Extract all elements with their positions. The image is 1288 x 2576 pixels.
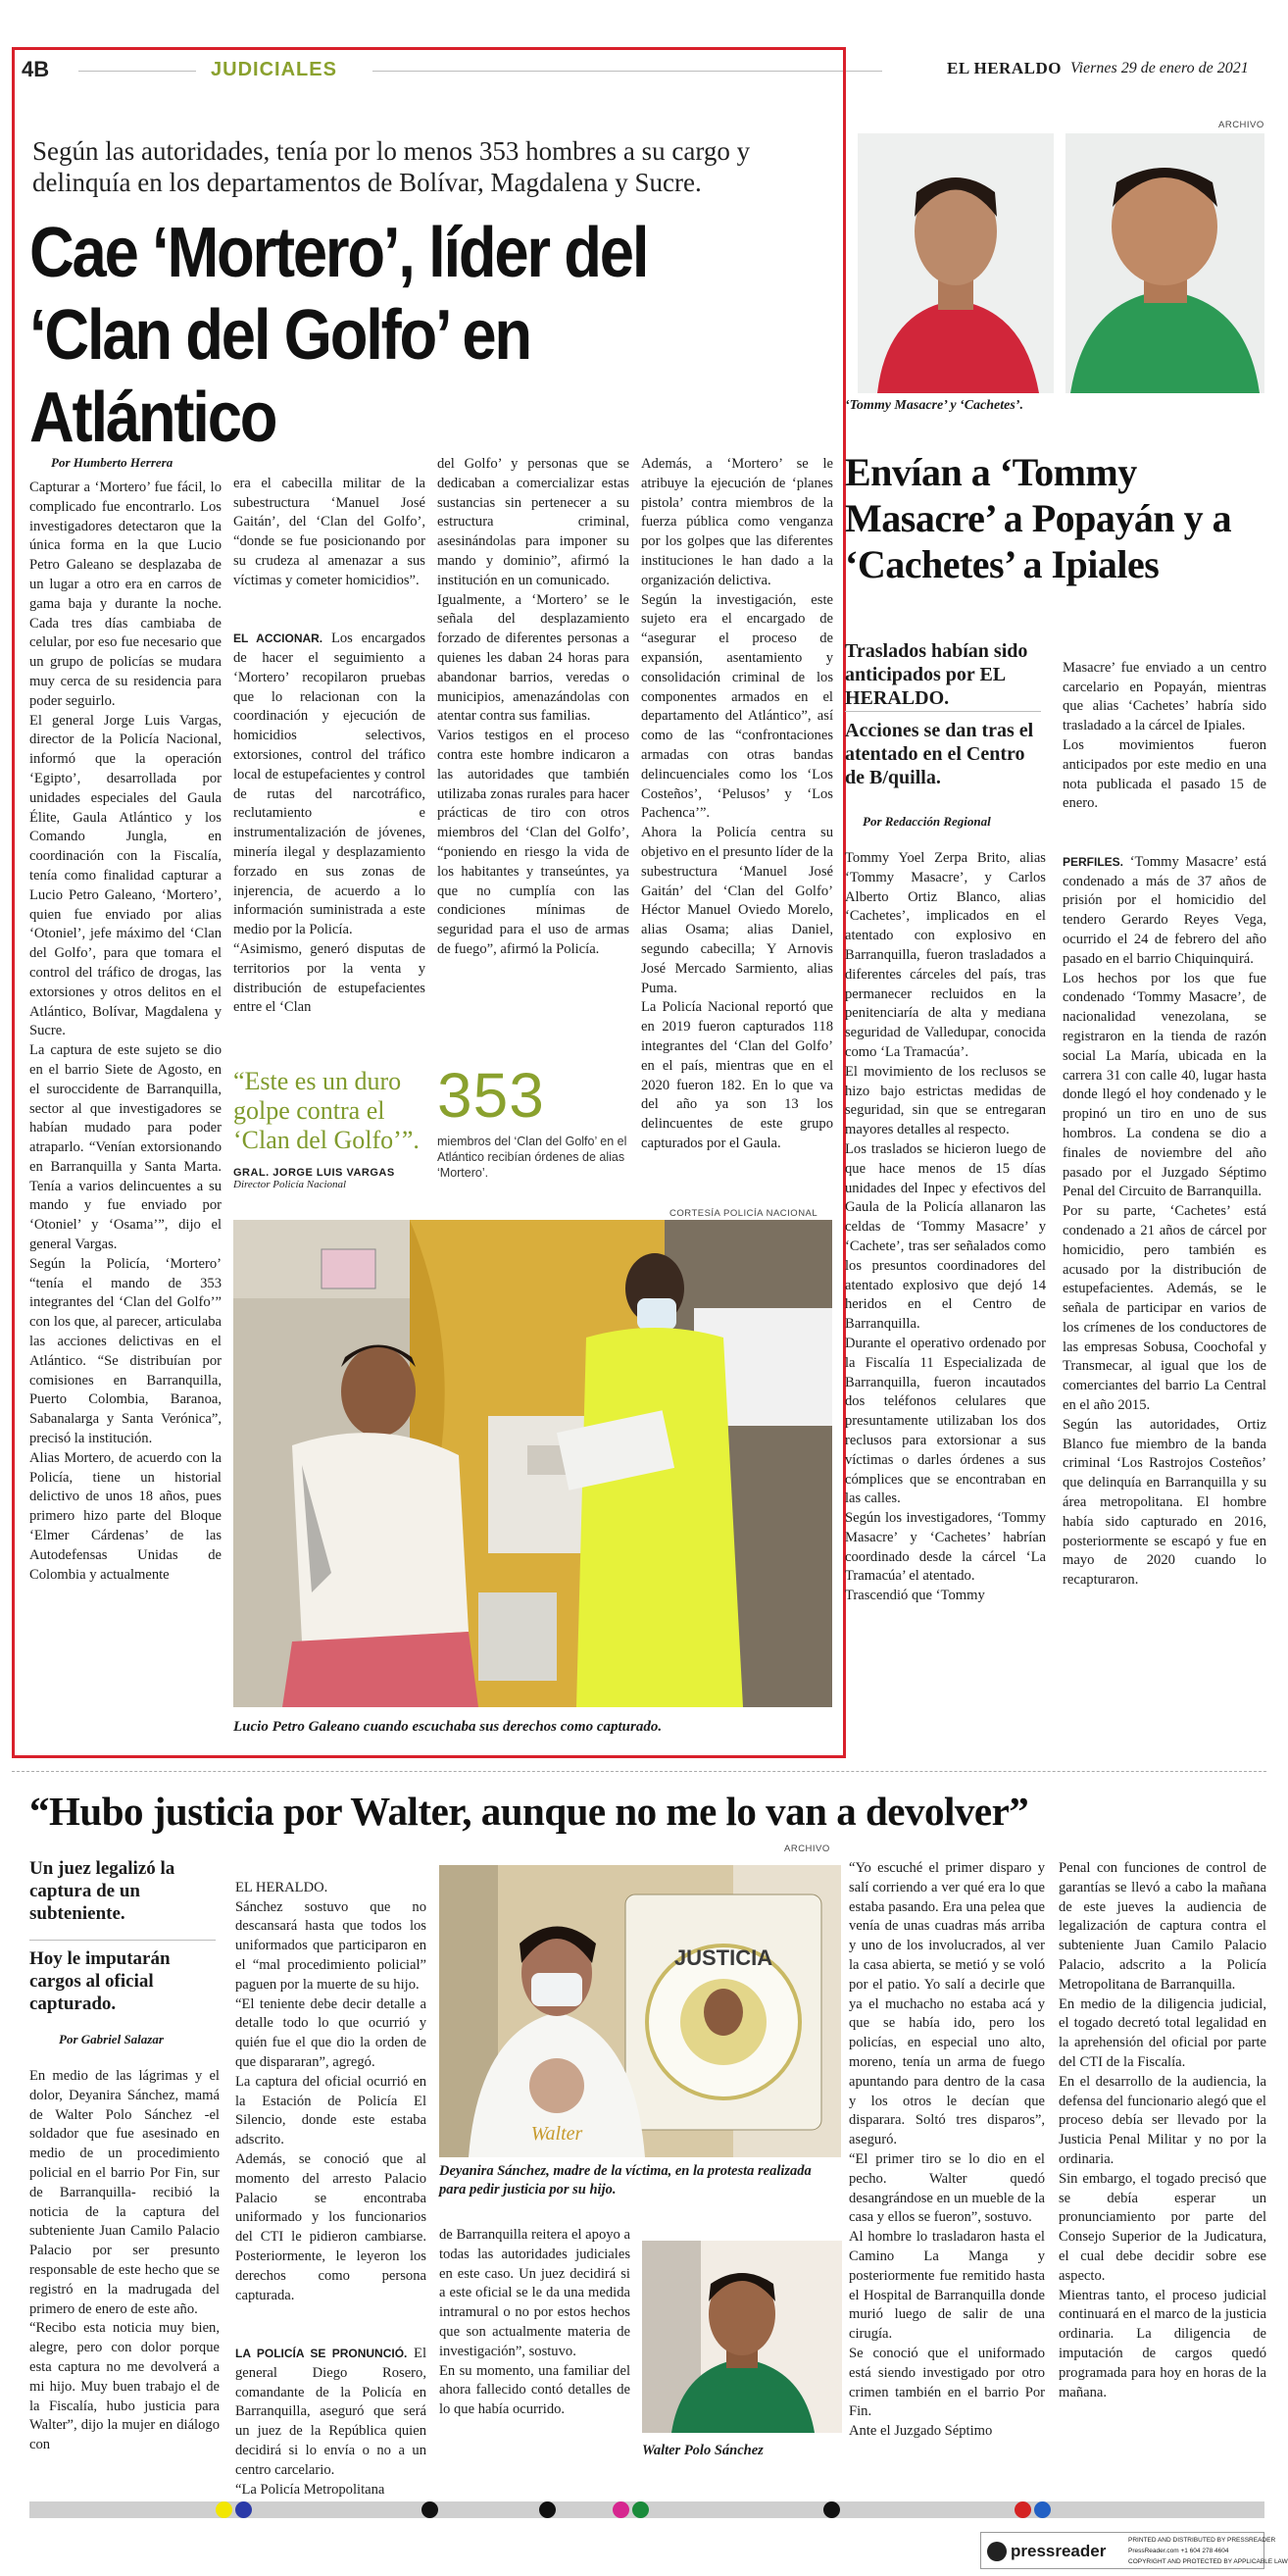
story1-paragraph: Los encargados de hacer el seguimiento a ‘Mortero’ recopilaron pruebas que lo relacionan con la coordinación y ejecución de homicidios selectivos, extorsiones, control del tráfico local de estupefacientes y control de rutas del narcotráfico, reclutamiento e instrumentalización de jóvenes, minería ilegal y desplazamiento forzado en sus zonas de injerencia, de acuerdo a lo información suministrada a este medio por la Policía. “Asimismo, generó disputas de territorios por la venta y distribución de estupefacientes entre el ‘Clan (233, 631, 425, 1016)
story3-headline: “Hubo justicia por Walter, aunque no me lo van a devolver” (29, 1789, 1029, 1834)
archive-label: ARCHIVO (784, 1844, 830, 1854)
registration-dot (1015, 2501, 1031, 2518)
walter-photo (642, 2241, 842, 2433)
registration-marks (29, 2501, 1264, 2518)
registration-dot (613, 2501, 629, 2518)
story2-paragraph: Masacre’ fue enviado a un centro carcelario en Popayán, mientras que alias ‘Cachetes’ habría sido trasladado a la cárcel de Ipiales. Los movimientos fueron anticipados por este medio en una nota publicada el pasado 15 de enero. (1063, 659, 1266, 812)
kicker-divider (29, 1940, 216, 1941)
arrest-scene (233, 1220, 832, 1707)
protest-photo (439, 1865, 841, 2157)
kicker-divider (845, 711, 1041, 712)
story2-column: Tommy Yoel Zerpa Brito, alias ‘Tommy Masacre’, y Carlos Alberto Ortiz Blanco, alias ‘Cachetes’, implicados en el atentado con explosivo en Barranquilla, fueron trasladados a diferentes cárceles del país, tras permanecer recluidos en la penitenciaría de alta y mediana seguridad de Valledupar, conocida como ‘La Tramacúa’. El movimiento de los reclusos se hizo bajo estrictas medidas de seguridad, sin que se entregaran mayores detalles al respecto. Los traslados se hicieron luego de que hace menos de 15 días unidades del Inpec y efectivos del Gaula de la Policía allanaron las celdas de ‘Tommy Masacre’ y ‘Cachete’, tras ser señalados como los presuntos coordinadores del atentado explosivo que dejó 14 heridos en el Centro de Barranquilla. Durante el operativo ordenado por la Fiscalía 11 Especializada de Barranquilla, fueron incautados dos teléfonos celulares que presuntamente utilizaban los dos reclusos para extorsionar a sus víctimas o darles órdenes a sus cómplices que se encontraban en las calles. Según los investigadores, ‘Tommy Masacre’ y ‘Cachetes’ habrían coordinado desde la cárcel ‘La Tramacúa’ el atentado. Trascendió que ‘Tommy (845, 850, 1046, 1604)
story2-column (1063, 639, 1266, 1743)
story3-column: Penal con funciones de control de garantías se llevó a cabo la mañana de este jueves la audiencia de legalización de captura contra el subteniente Juan Camilo Palacio Palacio, adscrito a la Policía Metropolitana de Barranquilla. En medio de la diligencia judicial, el togado decretó total legalidad en la aprehensión del oficial por parte del CTI de la Fiscalía. En el desarrollo de la audiencia, la defensa del funcionario alegó que el proceso debía ser llevado por la Justicia Penal Militar y no por la ordinaria. Sin embargo, el togado precisó que se debía esperar un pronunciamiento por parte del Consejo Superior de la Judicatura, el cual debe decidir sobre ese aspecto. Mientras tanto, el proceso judicial continuará en el marco de la justicia ordinaria. La diligencia de imputación de cargos quedó programada para hoy en horas de la mañana. (1059, 1860, 1266, 2400)
portrait-tommy (858, 133, 1054, 393)
photo-credit: CORTESÍA POLICÍA NACIONAL (669, 1208, 818, 1219)
story1-column (233, 455, 425, 1058)
story3-column: En medio de las lágrimas y el dolor, Deyanira Sánchez, mamá de Walter Polo Sánchez -el soldador que fue asesinado en medio de un procedimiento policial en el barrio Por Fin, sur de Barranquilla- recibió la noticia de la captura del subteniente Juan Camilo Palacio Palacio por ser presunto responsable de este hecho que se registró en la madrugada del primero de enero de este año. “Recibo esta noticia muy bien, alegre, pero con dolor porque esta captura no me devolverá a mi hijo. Muy buen trabajo el de la Fiscalía, hubo justicia para Walter”, dijo la mujer en diálogo con (29, 2068, 220, 2453)
pressreader-logo-icon (987, 2542, 1007, 2561)
story1-deck: Según las autoridades, tenía por lo menos 353 hombres a su cargo y delinquía en los departamentos de Bolívar, Magdalena y Sucre. (32, 136, 751, 197)
stat-number: 353 (437, 1060, 545, 1131)
page-number: 4B (22, 57, 50, 81)
story3-byline: Por Gabriel Salazar (59, 2032, 164, 2046)
story1-column: del Golfo’ y personas que se dedicaban a comercializar estas sustancias sin pertenecer a su estructura criminal, asesinándolas para imponer su mando y dominio”, afirmó la institución en un comunicado. Igualmente, a ‘Mortero’ se le señala del desplazamiento forzado de diferentes personas a quienes les daban 24 horas para abandonar barrios, veredas o municipios, amenazándolas con atentar contra sus familias. Varios testigos en el proceso contra este hombre indicaron a las autoridades que también utilizaba zonas rurales para hacer prácticas de tiro con otros miembros del ‘Clan del Golfo’, “poniendo en riesgo la vida de los habitantes y transeúntes, ya que no cumplía con las condiciones mínimas de seguridad para el uso de armas de fuego”, afirmó la Policía. (437, 456, 629, 957)
story1-paragraph: era el cabecilla militar de la subestructura ‘Manuel José Gaitán’, del ‘Clan del Golfo’, “donde se fue posicionando por su crudeza al amenazar a sus víctimas y cometer homicidios”. (233, 475, 425, 588)
pull-quote-text: “Este es un duro golpe contra el ‘Clan del Golfo’”. (233, 1067, 420, 1154)
registration-dot (823, 2501, 840, 2518)
walter-portrait (642, 2241, 842, 2433)
pull-quote (233, 1067, 425, 1190)
story1-byline: Por Humberto Herrera (51, 455, 173, 470)
photo-caption: Walter Polo Sánchez (642, 2443, 764, 2458)
photo-credit: ARCHIVO (1218, 120, 1264, 130)
photo-caption: Lucio Petro Galeano cuando escuchaba sus derechos como capturado. (233, 1719, 663, 1735)
story3-paragraph: EL HERALDO. Sánchez sostuvo que no descansará hasta que todos los uniformados que participaron en el “mal procedimiento policial” paguen por la muerte de su hijo. “El teniente debe decir detalle a detalle todo lo que ocurrió y quién fue el que dio la orden de que dispararan”, agregó. La captura del oficial ocurrió en la Estación de Policía El Silencio, donde este estaba adscrito. Además, se conoció que al momento del arresto Palacio Palacio se encontraba uniformado y los funcionarios del CTI le pidieron cambiarse. Posteriormente, le leyeron los derechos como persona capturada. (235, 1879, 426, 2303)
registration-dot (235, 2501, 252, 2518)
registration-dot (421, 2501, 438, 2518)
story2-kicker: Traslados habían sido anticipados por EL HERALDO. (845, 640, 1028, 709)
story1-headline-line: ‘Clan del Golfo’ en Atlántico (29, 296, 530, 457)
banner-text: JUSTICIA (673, 1945, 773, 1970)
story3-subhead: LA POLICÍA SE PRONUNCIÓ. (235, 2346, 408, 2360)
section-divider (12, 1771, 1266, 1772)
story1-headline (29, 212, 745, 459)
pressreader-line: COPYRIGHT AND PROTECTED BY APPLICABLE LAW (1128, 2558, 1288, 2565)
registration-dot (539, 2501, 556, 2518)
story3-kicker: Un juez legalizó la captura de un subteniente. (29, 1858, 175, 1924)
story3-column: “Yo escuché el primer disparo y salí corriendo a ver qué era lo que estaba pasando. Era una pelea que venía de unas cuadras más arriba y uno de los involucrados, al ver la casa abierta, se metió y se voló por el patio. Yo salí a decirle que ya el muchacho no estaba acá y que se había ido, pero los policías, en especial uno alto, moreno, tenía un arma de fuego apuntando para dentro de la casa y los otros le decían que disparara. Soltó tres disparos”, aseguró. “El primer tiro se lo dio en el pecho. Walter quedó desangrándose en un mueble de la casa y ellos se fueron”, sostuvo. Al hombre lo trasladaron hasta el Camino La Manga y posteriormente fue remitido hasta el Hospital de Barranquilla donde murió luego de salir de una cirugía. Se conoció que el uniformado está siendo investigado por otro crimen también en el barrio Por Fin. Ante el Juzgado Séptimo (849, 1860, 1045, 2440)
pull-quote-role: Director Policía Nacional (233, 1179, 347, 1190)
pressreader-brand: pressreader (1011, 2542, 1107, 2560)
portrait-cachetes-image (1065, 133, 1264, 393)
story1-headline-line: Cae ‘Mortero’, líder del (29, 214, 648, 292)
stat-text: miembros del ‘Clan del Golfo’ en el Atlántico recibían órdenes de alias ‘Mortero’. (437, 1135, 627, 1180)
registration-dot (1034, 2501, 1051, 2518)
story2-subhead: PERFILES. (1063, 854, 1124, 869)
story1-column: Capturar a ‘Mortero’ fue fácil, lo complicado fue encontrarlo. Los investigadores detectaron que la única forma en la que Lucio Petro Galeano se desplazaba de un lugar a otro era en carros de gama baja y durante la noche. Cada tres días cambiaba de celular, por eso fue necesario que un grupo de policías se mudara muy cerca de su residencia para poder seguirlo. El general Jorge Luis Vargas, director de la Policía Nacional, informó que la operación ‘Egipto’, desarrollada por unidades especiales del Gaula Élite, Gaula Atlántico y los Comando Jungla, en coordinación con la Fiscalía, tenía como finalidad capturar a Lucio Petro Galeano, ‘Mortero’, quien fue enviado por alias ‘Otoniel’, jefe máximo del ‘Clan del Golfo’, para que tomara el control del tráfico de drogas, las extorsiones y otros delitos en el Atlántico, Bolívar, Magdalena y Sucre. La captura de este sujeto se dio en el barrio Siete de Agosto, en el suroccidente de Barranquilla, sector al que investigadores se habían mudado para poder atraparlo. “Venían extorsionando en Barranquilla y Santa Marta. Tenía a varios delincuentes a su mando y fue enviado por ‘Otoniel’ y ‘Osama’”, dijo el general Vargas. Según la Policía, ‘Mortero’ “tenía el mando de 353 integrantes del ‘Clan del Golfo’” con los que, al parecer, articulaba las acciones delictivas en el Atlántico. “Se distribuían por comisiones en Barranquilla, Puerto Colombia, Baranoa, Sabanalarga y Santa Verónica”, precisó la institución. Alias Mortero, de acuerdo con la Policía, tiene un historial delictivo de unos 18 años, pues primero hizo parte del Bloque ‘Elmer Cárdenas’ de las Autodefensas Unidas de Colombia y actualmente (29, 480, 222, 1583)
story3-paragraph: El general Diego Rosero, comandante de la Policía en Barranquilla, aseguró que será un juez de la República quien decidirá si lo envía o no a un centro carcelario. “La Policía Metropolitana (235, 2345, 427, 2498)
photo-caption: ‘Tommy Masacre’ y ‘Cachetes’. (845, 398, 1023, 413)
pressreader-line: PRINTED AND DISTRIBUTED BY PRESSREADER (1128, 2537, 1276, 2544)
protest-scene (439, 1865, 841, 2157)
photo-caption: Deyanira Sánchez, madre de la víctima, en la protesta realizada para pedir justicia por su hijo. (439, 2163, 812, 2197)
story1-subhead: EL ACCIONAR. (233, 631, 323, 646)
story2-kicker: Acciones se dan tras el atentado en el Centro de B/quilla. (845, 720, 1034, 788)
story1-column: Además, a ‘Mortero’ se le atribuye la ejecución de ‘planes pistola’ contra miembros de la fuerza pública como venganza por los golpes que las diferentes instituciones le han dado a la organización delictiva. Según la investigación, este sujeto era el encargado de “asegurar el proceso de expansión, asentamiento y consolidación criminal de los componentes armados en el departamento del Atlántico”, así como de las “confrontaciones armadas con otras bandas delincuenciales como los ‘Los Costeños’, ‘Pelusos’ y ‘Los Pachenca’”. Ahora la Policía centra su objetivo en el presunto líder de la subestructura ‘Manuel José Gaitán’ del ‘Clan del Golfo’ Héctor Manuel Oviedo Morelo, alias Osama; alias Daniel, segundo cabecilla; Y Arnovis José Mercado Sarmiento, alias Puma. La Policía Nacional reportó que en 2019 fueron capturados 118 integrantes del ‘Clan del Golfo’ en el país, mientras que en el 2020 fueron 182. En lo que va del año ya son 13 los delincuentes de este grupo capturados por el Gaula. (641, 456, 833, 1151)
pressreader-line: PressReader.com +1 604 278 4604 (1128, 2548, 1229, 2554)
story2-byline: Por Redacción Regional (863, 814, 991, 829)
section-name: JUDICIALES (211, 59, 337, 80)
arrest-photo (233, 1220, 832, 1707)
portrait-cachetes (1065, 133, 1264, 393)
story3-kicker: Hoy le imputarán cargos al oficial capturado. (29, 1948, 171, 2014)
pull-quote-author: GRAL. JORGE LUIS VARGAS (233, 1167, 395, 1179)
registration-dot (216, 2501, 232, 2518)
story2-headline: Envían a ‘Tommy Masacre’ a Popayán y a ‘Cachetes’ a Ipiales (845, 450, 1232, 586)
issue-date: Viernes 29 de enero de 2021 (1070, 60, 1249, 76)
story2-paragraph: ‘Tommy Masacre’ está condenado a más de 37 años de prisión por el homicidio del tendero Gerardo Reyes Vega, ocurrido el 24 de febrero del año pasado en el barrio Chiquinquirá. Los hechos por los que fue condenado ‘Tommy Masacre’, de nacionalidad venezolana, se registraron en la tienda de razón social La María, ubicada en la carrera 31 con calle 40, lugar hasta donde llegó el hoy condenado y le propinó un tiro en uno de sus hombros. La condena se dio a finales de noviembre del año pasado por el Juzgado Séptimo Penal del Circuito de Barranquilla. Por su parte, ‘Cachetes’ está condenado a 21 años de cárcel por homicidio, pero también es acusado por la distribución de estupefacientes. Además, se le señala de participar en varios de los crímenes de los conductores de las empresas Sobusa, Coochofal y Transmecar, al igual que los de comerciantes del barrio La Central en el año 2015. Según las autoridades, Ortiz Blanco fue miembro de la banda criminal ‘Los Rastrojos Costeños’ que delinquía en Barranquilla y su área metropolitana. El hombre había sido capturado en 2016, posteriormente se escapó y fue en mayo de 2020 cuando lo recapturaron. (1063, 853, 1266, 1589)
pressreader-badge (980, 2532, 1288, 2569)
paper-name: EL HERALDO (947, 59, 1062, 77)
story3-column: de Barranquilla reitera el apoyo a todas las autoridades judiciales en este caso. Un juez decidirá si a este oficial se le da una medida intramural o no por estos hechos que son actualmente materia de investigación”, sostuvo. En su momento, una familiar del ahora fallecido contó detalles de lo que había ocurrido. (439, 2227, 630, 2418)
story3-column (235, 1859, 427, 2498)
stat-box (437, 1060, 629, 1181)
portrait-tommy-image (858, 133, 1054, 393)
registration-dot (632, 2501, 649, 2518)
shirt-name: Walter (530, 2123, 583, 2145)
